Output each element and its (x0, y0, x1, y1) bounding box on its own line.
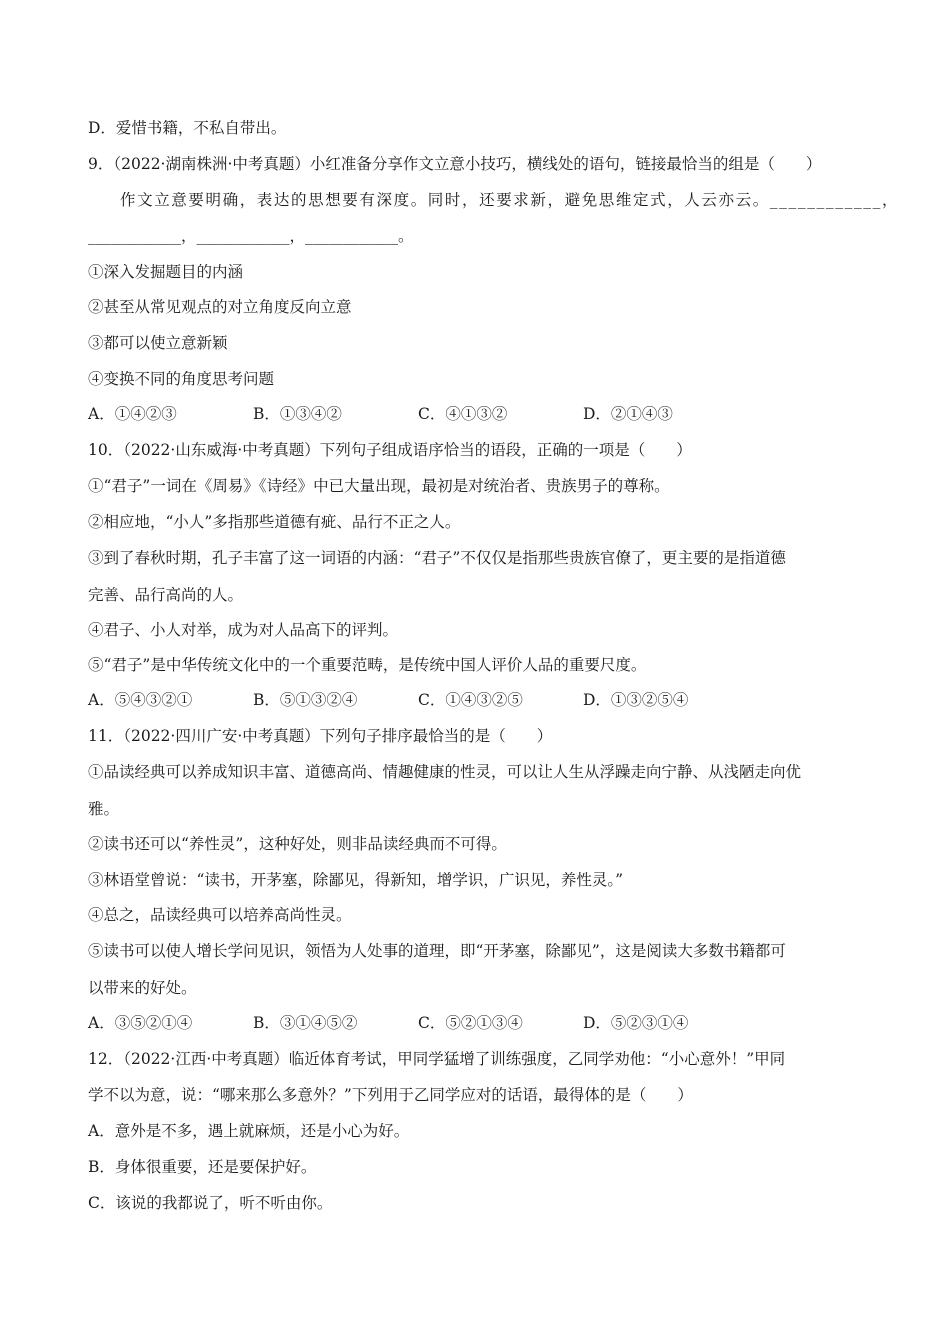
q11-sentence-4: ④总之，品读经典可以培养高尚性灵。 (88, 906, 352, 924)
q11-sentence-3: ③林语堂曾说：“读书，开茅塞，除鄙见，得新知，增学识，广识见，养性灵。” (88, 871, 624, 889)
q12-stem: 12．（2022·江西·中考真题）临近体育考试，甲同学猛增了训练强度，乙同学劝他：“小心意外！”甲同 (88, 1050, 786, 1068)
q11-option-c[interactable]: C．⑤②①③④ (418, 1014, 523, 1032)
q9-option-d[interactable]: D．②①④③ (583, 405, 673, 423)
q9-option-c[interactable]: C．④①③② (418, 405, 508, 423)
q11-option-a[interactable]: A．③⑤②①④ (88, 1014, 193, 1032)
q10-sentence-1: ①“君子”一词在《周易》《诗经》中已大量出现，最初是对统治者、贵族男子的尊称。 (88, 477, 670, 495)
q10-option-c[interactable]: C．①④③②⑤ (418, 691, 523, 709)
q10-option-a[interactable]: A．⑤④③②① (88, 691, 193, 709)
q12-option-c[interactable]: C．该说的我都说了，听不听由你。 (88, 1194, 333, 1212)
q10-sentence-3-cont: 完善、品行高尚的人。 (88, 586, 244, 604)
q10-sentence-5: ⑤“君子”是中华传统文化中的一个重要范畴，是传统中国人评价人品的重要尺度。 (88, 656, 647, 674)
q11-option-b[interactable]: B．③①④⑤② (253, 1014, 358, 1032)
q10-options (88, 690, 788, 710)
q8-option-d: D．爱惜书籍，不私自带出。 (88, 119, 287, 137)
q9-stem: 9．（2022·湖南株洲·中考真题）小红准备分享作文立意小技巧，横线处的语句，链接最恰当的组是（ ） (88, 155, 822, 173)
q10-stem: 10．（2022·山东威海·中考真题）下列句子组成语序恰当的语段，正确的一项是（ ） (88, 441, 692, 459)
q11-sentence-5: ⑤读书可以使人增长学问见识，领悟为人处事的道理，即“开茅塞，除鄙见”，这是阅读大多数书籍都可 (88, 942, 786, 960)
q11-sentence-2: ②读书还可以“养性灵”，这种好处，则非品读经典而不可得。 (88, 835, 507, 853)
q9-option-b[interactable]: B．①③④② (253, 405, 342, 423)
q10-sentence-2: ②相应地，“小人”多指那些道德有疵、品行不正之人。 (88, 513, 461, 531)
q11-sentence-5-cont: 以带来的好处。 (88, 979, 197, 997)
q11-sentence-1: ①品读经典可以养成知识丰富、道德高尚、情趣健康的性灵，可以让人生从浮躁走向宁静、从浅陋走向优 (88, 763, 802, 781)
q9-passage: 作文立意要明确，表达的思想要有深度。同时，还要求新，避免思维定式，人云亦云。____________， (120, 191, 900, 209)
q9-sentence-3: ③都可以使立意新颖 (88, 334, 228, 352)
q12-option-a[interactable]: A．意外是不多，遇上就麻烦，还是小心为好。 (88, 1122, 410, 1140)
q9-passage-blanks: ____________，____________，____________。 (88, 227, 414, 245)
q9-sentence-1: ①深入发掘题目的内涵 (88, 263, 244, 281)
q12-option-b[interactable]: B．身体很重要，还是要保护好。 (88, 1158, 317, 1176)
q11-stem: 11．（2022·四川广安·中考真题）下列句子排序最恰当的是（ ） (88, 727, 553, 745)
q9-options (88, 404, 788, 424)
q10-option-d[interactable]: D．①③②⑤④ (583, 691, 689, 709)
q11-option-d[interactable]: D．⑤②③①④ (583, 1014, 689, 1032)
q11-sentence-1-cont: 雅。 (88, 800, 120, 818)
q12-stem-cont: 学不以为意，说：“哪来那么多意外？”下列用于乙同学应对的话语，最得体的是（ ） (88, 1086, 693, 1104)
q10-option-b[interactable]: B．⑤①③②④ (253, 691, 358, 709)
q10-sentence-4: ④君子、小人对举，成为对人品高下的评判。 (88, 621, 399, 639)
q9-option-a[interactable]: A．①④②③ (88, 405, 177, 423)
q9-sentence-4: ④变换不同的角度思考问题 (88, 370, 275, 388)
q11-options (88, 1013, 788, 1033)
q10-sentence-3: ③到了春秋时期，孔子丰富了这一词语的内涵：“君子”不仅仅是指那些贵族官僚了，更主要的是指道德 (88, 549, 786, 567)
q9-sentence-2: ②甚至从常见观点的对立角度反向立意 (88, 298, 352, 316)
